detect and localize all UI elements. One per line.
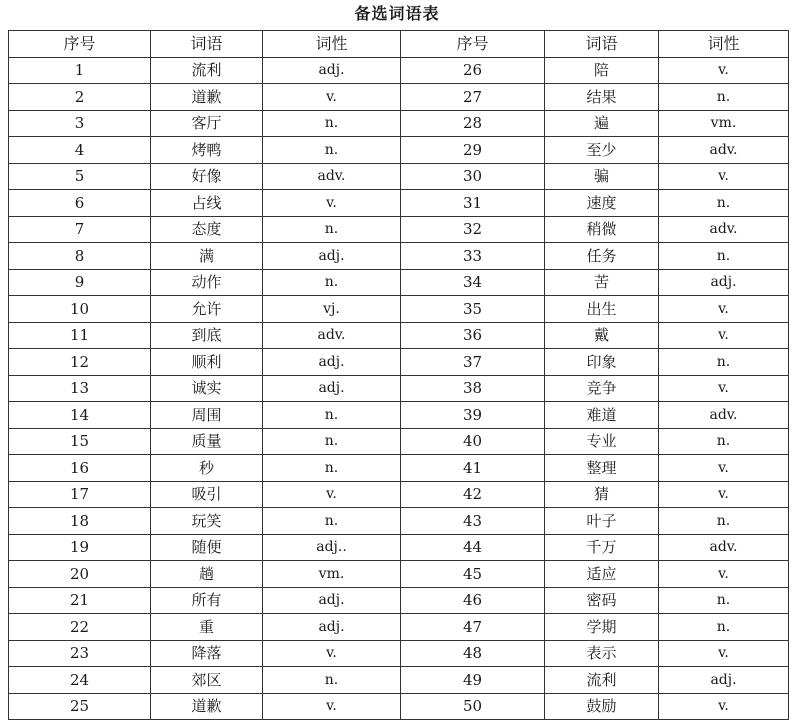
table-row <box>9 84 789 111</box>
cell-index-left: 12 <box>9 349 151 376</box>
cell-pos-right: v. <box>659 561 789 588</box>
cell-pos-right: v. <box>659 322 789 349</box>
cell-word-right: 适应 <box>545 561 659 588</box>
cell-index-left: 8 <box>9 243 151 270</box>
cell-word-right: 密码 <box>545 587 659 614</box>
cell-pos-right: v. <box>659 375 789 402</box>
cell-index-left: 15 <box>9 428 151 455</box>
cell-word-right: 整理 <box>545 455 659 482</box>
cell-index-left: 25 <box>9 693 151 720</box>
cell-pos-right: n. <box>659 587 789 614</box>
cell-pos-right: adv. <box>659 402 789 429</box>
header-row <box>9 31 789 58</box>
cell-word-left: 周围 <box>151 402 263 429</box>
cell-word-left: 好像 <box>151 163 263 190</box>
header-index-right: 序号 <box>401 31 545 58</box>
cell-word-left: 降落 <box>151 640 263 667</box>
table-row <box>9 137 789 164</box>
cell-pos-left: adv. <box>263 322 401 349</box>
cell-pos-left: vj. <box>263 296 401 323</box>
cell-pos-right: n. <box>659 190 789 217</box>
cell-index-right: 38 <box>401 375 545 402</box>
cell-pos-left: v. <box>263 693 401 720</box>
table-row <box>9 57 789 84</box>
table-row <box>9 349 789 376</box>
cell-pos-right: v. <box>659 163 789 190</box>
cell-pos-left: adj. <box>263 375 401 402</box>
cell-pos-left: n. <box>263 137 401 164</box>
cell-pos-right: n. <box>659 349 789 376</box>
cell-index-left: 2 <box>9 84 151 111</box>
cell-pos-left: v. <box>263 84 401 111</box>
cell-index-right: 30 <box>401 163 545 190</box>
table-row <box>9 640 789 667</box>
cell-word-left: 满 <box>151 243 263 270</box>
cell-index-left: 7 <box>9 216 151 243</box>
cell-pos-left: n. <box>263 428 401 455</box>
cell-word-left: 道歉 <box>151 693 263 720</box>
header-pos-right: 词性 <box>659 31 789 58</box>
cell-word-left: 允许 <box>151 296 263 323</box>
cell-pos-right: v. <box>659 481 789 508</box>
cell-word-right: 稍微 <box>545 216 659 243</box>
cell-index-right: 45 <box>401 561 545 588</box>
cell-word-left: 吸引 <box>151 481 263 508</box>
cell-word-right: 千万 <box>545 534 659 561</box>
cell-pos-left: n. <box>263 667 401 694</box>
cell-pos-left: v. <box>263 640 401 667</box>
cell-pos-right: v. <box>659 640 789 667</box>
cell-word-left: 客厅 <box>151 110 263 137</box>
header-word-right: 词语 <box>545 31 659 58</box>
cell-word-left: 随便 <box>151 534 263 561</box>
cell-index-left: 22 <box>9 614 151 641</box>
cell-word-left: 动作 <box>151 269 263 296</box>
cell-word-right: 叶子 <box>545 508 659 535</box>
cell-pos-left: n. <box>263 269 401 296</box>
cell-word-left: 重 <box>151 614 263 641</box>
cell-pos-right: v. <box>659 296 789 323</box>
cell-pos-right: adv. <box>659 534 789 561</box>
cell-pos-left: adj. <box>263 243 401 270</box>
cell-word-left: 质量 <box>151 428 263 455</box>
cell-index-right: 49 <box>401 667 545 694</box>
cell-word-right: 任务 <box>545 243 659 270</box>
table-row <box>9 296 789 323</box>
cell-index-right: 31 <box>401 190 545 217</box>
cell-pos-left: n. <box>263 216 401 243</box>
table-row <box>9 508 789 535</box>
cell-pos-right: n. <box>659 614 789 641</box>
cell-pos-right: n. <box>659 243 789 270</box>
cell-index-left: 24 <box>9 667 151 694</box>
cell-index-right: 43 <box>401 508 545 535</box>
cell-word-left: 诚实 <box>151 375 263 402</box>
table-row <box>9 561 789 588</box>
cell-pos-right: n. <box>659 428 789 455</box>
cell-word-left: 郊区 <box>151 667 263 694</box>
cell-word-right: 表示 <box>545 640 659 667</box>
cell-index-right: 40 <box>401 428 545 455</box>
cell-index-right: 36 <box>401 322 545 349</box>
cell-word-right: 鼓励 <box>545 693 659 720</box>
cell-word-right: 难道 <box>545 402 659 429</box>
cell-index-left: 3 <box>9 110 151 137</box>
cell-index-right: 39 <box>401 402 545 429</box>
cell-word-left: 秒 <box>151 455 263 482</box>
header-word-left: 词语 <box>151 31 263 58</box>
table-title: 备选词语表 <box>354 4 440 23</box>
table-row <box>9 269 789 296</box>
table-row <box>9 402 789 429</box>
cell-index-right: 35 <box>401 296 545 323</box>
header-pos-left: 词性 <box>263 31 401 58</box>
cell-word-left: 占线 <box>151 190 263 217</box>
cell-pos-left: n. <box>263 455 401 482</box>
cell-pos-right: adv. <box>659 137 789 164</box>
table-row <box>9 428 789 455</box>
cell-word-left: 道歉 <box>151 84 263 111</box>
cell-index-right: 48 <box>401 640 545 667</box>
cell-index-left: 6 <box>9 190 151 217</box>
cell-word-right: 陪 <box>545 57 659 84</box>
table-row <box>9 481 789 508</box>
cell-pos-left: adj. <box>263 57 401 84</box>
cell-word-right: 猜 <box>545 481 659 508</box>
cell-pos-right: adj. <box>659 269 789 296</box>
cell-word-left: 所有 <box>151 587 263 614</box>
cell-word-right: 至少 <box>545 137 659 164</box>
cell-pos-right: vm. <box>659 110 789 137</box>
cell-pos-right: v. <box>659 57 789 84</box>
cell-word-right: 速度 <box>545 190 659 217</box>
cell-word-right: 出生 <box>545 296 659 323</box>
table-row <box>9 110 789 137</box>
cell-word-right: 专业 <box>545 428 659 455</box>
table-row <box>9 322 789 349</box>
cell-index-left: 14 <box>9 402 151 429</box>
table-row <box>9 667 789 694</box>
cell-index-right: 44 <box>401 534 545 561</box>
cell-index-left: 18 <box>9 508 151 535</box>
cell-index-right: 47 <box>401 614 545 641</box>
cell-index-right: 50 <box>401 693 545 720</box>
cell-index-left: 19 <box>9 534 151 561</box>
cell-pos-right: adv. <box>659 216 789 243</box>
cell-pos-right: v. <box>659 693 789 720</box>
cell-word-right: 苦 <box>545 269 659 296</box>
table-row <box>9 534 789 561</box>
cell-index-right: 33 <box>401 243 545 270</box>
header-index-left: 序号 <box>9 31 151 58</box>
cell-index-left: 5 <box>9 163 151 190</box>
cell-word-left: 态度 <box>151 216 263 243</box>
cell-word-right: 骗 <box>545 163 659 190</box>
cell-pos-left: v. <box>263 481 401 508</box>
cell-index-left: 4 <box>9 137 151 164</box>
cell-word-right: 流利 <box>545 667 659 694</box>
cell-word-right: 竞争 <box>545 375 659 402</box>
word-list-table <box>8 30 789 720</box>
table-row <box>9 614 789 641</box>
cell-word-left: 流利 <box>151 57 263 84</box>
cell-pos-left: vm. <box>263 561 401 588</box>
cell-index-right: 29 <box>401 137 545 164</box>
cell-word-left: 到底 <box>151 322 263 349</box>
cell-index-left: 11 <box>9 322 151 349</box>
cell-index-left: 1 <box>9 57 151 84</box>
cell-index-left: 16 <box>9 455 151 482</box>
cell-index-left: 21 <box>9 587 151 614</box>
cell-index-right: 41 <box>401 455 545 482</box>
cell-index-right: 32 <box>401 216 545 243</box>
table-row <box>9 693 789 720</box>
cell-index-left: 17 <box>9 481 151 508</box>
cell-index-right: 28 <box>401 110 545 137</box>
cell-pos-right: v. <box>659 455 789 482</box>
cell-pos-left: n. <box>263 110 401 137</box>
cell-word-right: 结果 <box>545 84 659 111</box>
cell-index-right: 37 <box>401 349 545 376</box>
table-row <box>9 455 789 482</box>
cell-index-right: 46 <box>401 587 545 614</box>
cell-word-right: 印象 <box>545 349 659 376</box>
table-row <box>9 243 789 270</box>
table-header <box>9 31 789 58</box>
cell-pos-left: adj. <box>263 587 401 614</box>
cell-index-right: 26 <box>401 57 545 84</box>
table-row <box>9 587 789 614</box>
cell-index-right: 27 <box>401 84 545 111</box>
cell-index-left: 13 <box>9 375 151 402</box>
table-row <box>9 163 789 190</box>
cell-word-right: 学期 <box>545 614 659 641</box>
cell-word-right: 遍 <box>545 110 659 137</box>
table-row <box>9 216 789 243</box>
cell-pos-left: adj. <box>263 614 401 641</box>
cell-pos-right: adj. <box>659 667 789 694</box>
table-body <box>9 57 789 720</box>
cell-index-left: 20 <box>9 561 151 588</box>
cell-pos-left: n. <box>263 402 401 429</box>
cell-index-left: 9 <box>9 269 151 296</box>
cell-word-right: 戴 <box>545 322 659 349</box>
cell-pos-left: adv. <box>263 163 401 190</box>
cell-pos-left: adj. <box>263 349 401 376</box>
cell-word-left: 烤鸭 <box>151 137 263 164</box>
cell-word-left: 趟 <box>151 561 263 588</box>
cell-word-left: 玩笑 <box>151 508 263 535</box>
table-row <box>9 190 789 217</box>
cell-pos-right: n. <box>659 84 789 111</box>
cell-pos-left: adj.. <box>263 534 401 561</box>
cell-index-left: 10 <box>9 296 151 323</box>
cell-index-right: 42 <box>401 481 545 508</box>
cell-pos-left: n. <box>263 508 401 535</box>
cell-pos-right: n. <box>659 508 789 535</box>
cell-word-left: 顺利 <box>151 349 263 376</box>
cell-index-right: 34 <box>401 269 545 296</box>
cell-index-left: 23 <box>9 640 151 667</box>
cell-pos-left: v. <box>263 190 401 217</box>
table-row <box>9 375 789 402</box>
